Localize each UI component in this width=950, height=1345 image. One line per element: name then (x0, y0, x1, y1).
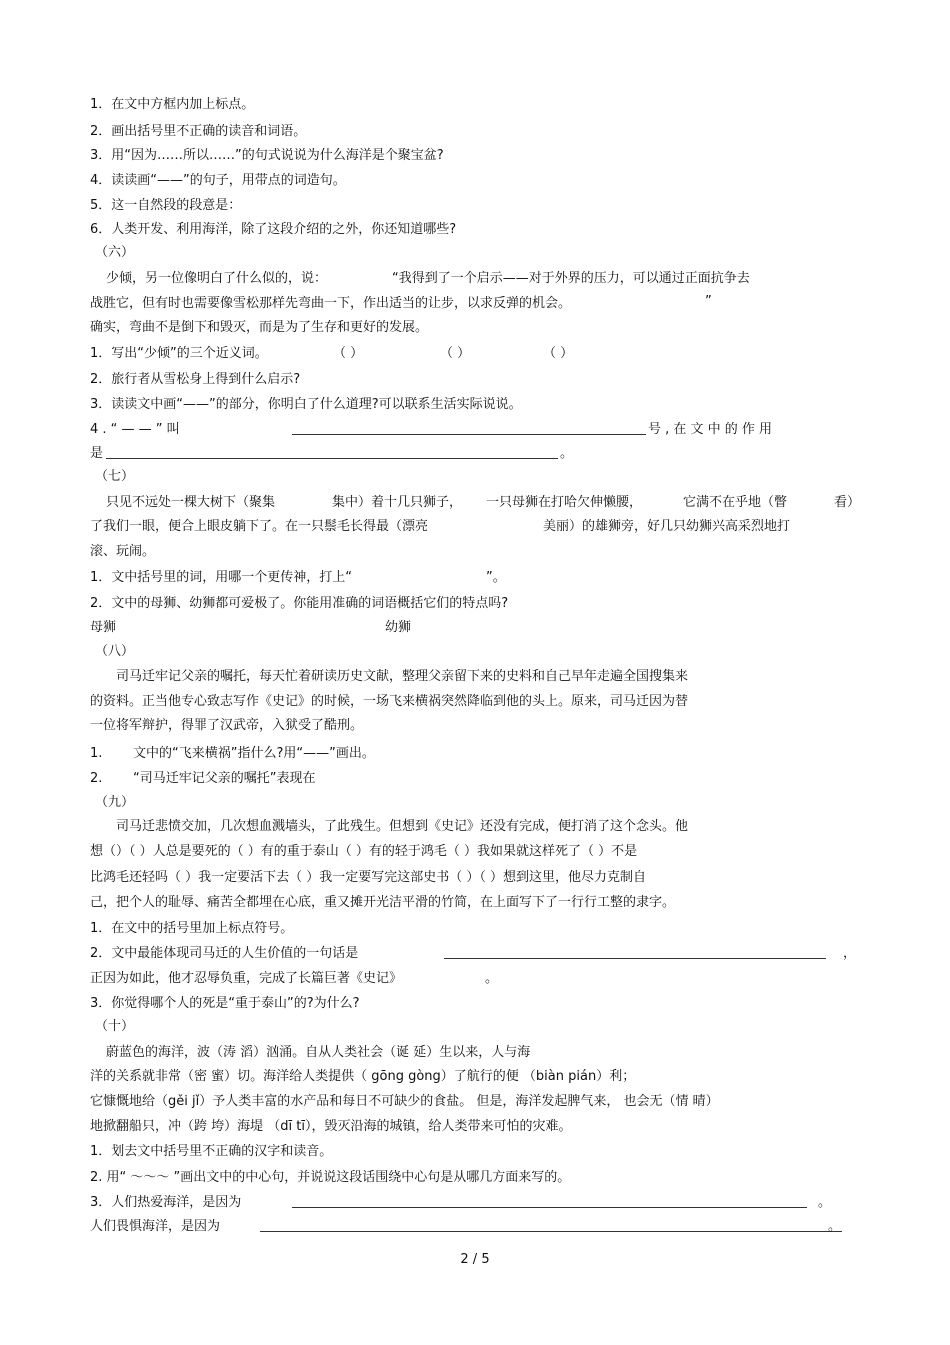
question-line: 是 (90, 446, 104, 461)
passage-line: 己，把个人的耻辱、痛苦全都埋在心底，重又摊开光洁平滑的竹简，在上面写下了一行行工整的隶字。 (90, 895, 676, 910)
passage-line: 它慷慨地给（gěi jǐ）予人类丰富的水产品和每日不可缺少的食盐。 但是，海洋发起脾气来， 也会无（情 晴） (90, 1094, 719, 1109)
passage-line: 一位将军辩护，得罪了汉武帝，入狱受了酷刑。 (90, 718, 364, 733)
question-line: 。 (560, 446, 574, 461)
answer-parens[interactable]: （ ） (543, 346, 574, 361)
passage-line: 它满不在乎地（瞥 (683, 495, 788, 510)
passage-line: 洋的关系就非常（密 蜜）切。海洋给人类提供（ gōng gòng）了航行的便 （biàn pián）利； (90, 1069, 636, 1084)
question-line: 1．在文中的括号里加上标点符号。 (90, 921, 294, 936)
question-line: 5．这一自然段的段意是： (90, 198, 242, 213)
question-line: ， (843, 946, 857, 961)
passage-line: 比鸿毛还轻吗（ ）我一定要活下去（ ）我一定要写完这部史书（ ）（ ）想到这里，他尽力克制自 (90, 870, 647, 885)
passage-line: 战胜它，但有时也需要像雪松那样先弯曲一下，作出适当的让步，以求反弹的机会。 (90, 296, 572, 311)
question-line: 号 , 在 文 中 的 作 用 (648, 422, 773, 437)
question-line: ”。 (486, 570, 506, 585)
answer-label: 幼狮 (385, 620, 412, 635)
question-line: 1．在文中方框内加上标点。 (90, 97, 255, 112)
question-line: 人们畏惧海洋，是因为 (90, 1219, 221, 1234)
question-line: 1．文中括号里的词，用哪一个更传神，打上“ (90, 570, 353, 585)
question-line: 3．你觉得哪个人的死是“重于泰山”的?为什么? (90, 996, 360, 1011)
answer-parens[interactable]: （ ） (440, 346, 471, 361)
question-line: 2．画出括号里不正确的读音和词语。 (90, 124, 307, 139)
answer-blank[interactable] (106, 445, 558, 465)
question-line: 。 (485, 971, 499, 986)
passage-line: 看） (834, 495, 861, 510)
passage-line: 想（）（ ）人总是要死的（ ）有的重于泰山（ ）有的轻于鸿毛（ ）我如果就这样死了（ ）不是 (90, 844, 638, 859)
answer-blank[interactable] (292, 421, 646, 441)
question-line: 3．人们热爱海洋，是因为 (90, 1195, 242, 1210)
passage-line: 蔚蓝色的海洋，波（涛 滔）汹涌。自从人类社会（诞 延）生以来，人与海 (106, 1045, 531, 1060)
section-title: （七） (95, 469, 135, 484)
passage-line: 地掀翻船只，冲（跨 垮）海堤 （dī tī），毁灭沿海的城镇，给人类带来可怕的灾难。 (90, 1119, 572, 1134)
passage-line: 一只母狮在打哈欠伸懒腰， (486, 495, 643, 510)
answer-blank[interactable] (444, 945, 826, 965)
question-number: 2. (90, 771, 103, 786)
passage-line: 司马迁悲愤交加，几次想血溅墙头，了此残生。但想到《史记》还没有完成，便打消了这个念头。他 (116, 819, 689, 834)
section-title: （六） (95, 245, 135, 260)
question-line: 2. 用“ ～～～ ”画出文中的中心句，并说说这段话围绕中心句是从哪几方面来写的。 (90, 1170, 571, 1185)
answer-blank[interactable] (292, 1194, 807, 1214)
passage-line: 集中）着十几只狮子， (332, 495, 463, 510)
question-line: 1．写出“少倾”的三个近义词。 (90, 346, 268, 361)
section-title: （八） (95, 644, 135, 659)
question-line: 3．读读文中画“——”的部分，你明白了什么道理?可以联系生活实际说说。 (90, 397, 522, 412)
question-line: 6．人类开发、利用海洋，除了这段介绍的之外，你还知道哪些? (90, 222, 457, 237)
passage-line: 少倾，另一位像明白了什么似的，说： (106, 271, 328, 286)
passage-line: 了我们一眼，便合上眼皮躺下了。在一只鬃毛长得最（漂亮 (90, 519, 429, 534)
question-line: 。 (828, 1219, 842, 1234)
passage-line: 的资料。正当他专心致志写作《史记》的时候，一场飞来横祸突然降临到他的头上。原来，司马迁因为替 (90, 694, 689, 709)
section-title: （十） (95, 1019, 135, 1034)
passage-line: 滚、玩闹。 (90, 544, 156, 559)
section-title: （九） (95, 795, 135, 810)
passage-line: 司马迁牢记父亲的嘱托，每天忙着研读历史文献，整理父亲留下来的史料和自己早年走遍全国搜集来 (116, 669, 689, 684)
question-line: 4 . “ — — ” 叫 (90, 422, 180, 437)
question-line: “司马迁牢记父亲的嘱托”表现在 (133, 771, 316, 786)
question-number: 1. (90, 746, 103, 761)
answer-parens[interactable]: （ ） (333, 346, 364, 361)
passage-line: ” (705, 294, 712, 309)
passage-line: “我得到了一个启示——对于外界的压力，可以通过正面抗争去 (392, 271, 750, 286)
question-line: 4．读读画“——”的句子，用带点的词造句。 (90, 173, 346, 188)
question-line: 正因为如此，他才忍辱负重，完成了长篇巨著《史记》 (90, 971, 403, 986)
passage-line: 确实，弯曲不是倒下和毁灭，而是为了生存和更好的发展。 (90, 320, 429, 335)
answer-label: 母狮 (90, 620, 117, 635)
question-line: 1．划去文中括号里不正确的汉字和读音。 (90, 1144, 333, 1159)
question-line: 2．旅行者从雪松身上得到什么启示? (90, 372, 301, 387)
question-line: 3．用“因为……所以……”的句式说说为什么海洋是个聚宝盆? (90, 148, 444, 163)
question-line: 。 (818, 1195, 832, 1210)
passage-line: 只见不远处一棵大树下（聚集 (106, 495, 276, 510)
question-line: 2．文中最能体现司马迁的人生价值的一句话是 (90, 946, 359, 961)
answer-blank[interactable] (260, 1218, 842, 1238)
question-line: 2．文中的母狮、幼狮都可爱极了。你能用准确的词语概括它们的特点吗? (90, 596, 509, 611)
page-number: 2 / 5 (460, 1252, 490, 1267)
question-line: 文中的“飞来横祸”指什么?用“——”画出。 (133, 746, 375, 761)
passage-line: 美丽）的雄狮旁，好几只幼狮兴高采烈地打 (543, 519, 791, 534)
